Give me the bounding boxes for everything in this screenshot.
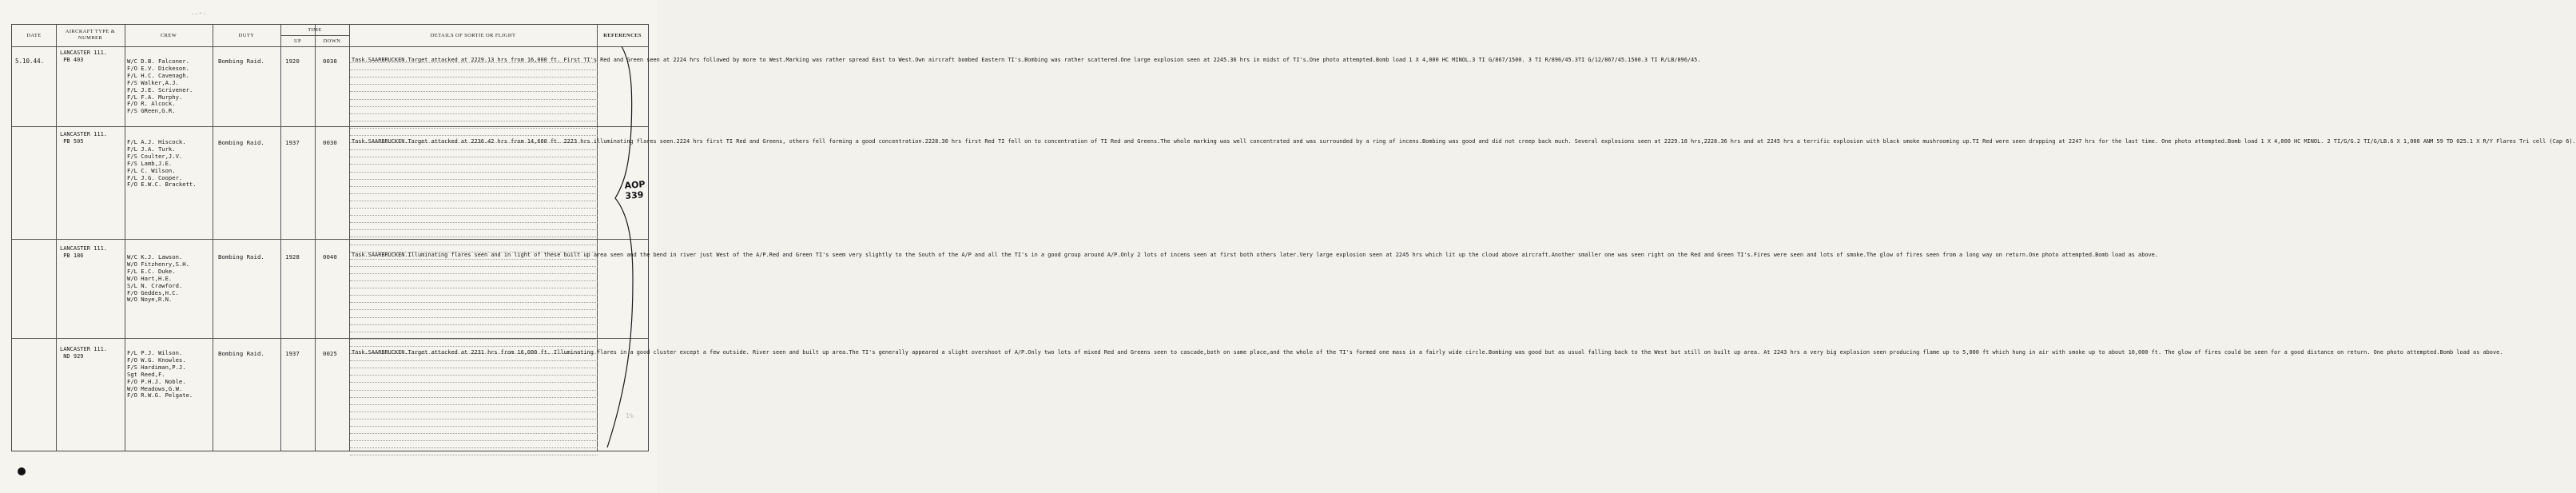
entry-aircraft: LANCASTER 111. ND 929 xyxy=(60,346,108,360)
entry-time-up: 1937 xyxy=(285,139,300,146)
entry-date: 5.10.44. xyxy=(15,58,45,65)
archive-stamp: · - ⁺ · xyxy=(192,11,206,18)
entry-duty: Bombing Raid. xyxy=(218,253,264,260)
header-aircraft: AIRCRAFT TYPE & NUMBER xyxy=(65,29,116,41)
entry-aircraft: LANCASTER 111. PB 403 xyxy=(60,50,108,63)
header-details: DETAILS OF SORTIE OR FLIGHT xyxy=(430,33,516,38)
entry-aircraft: LANCASTER 111. PB 186 xyxy=(60,245,108,259)
entry-time-down: 0025 xyxy=(323,350,337,357)
header-crew: CREW xyxy=(160,33,177,38)
entry-details: Task.SAARBRUCKEN.Illuminating flares seen and in light of these built up area seen and the bend in river just West of the A/P.Red and Green TI's seem very slightly to the South of the A/P and all the TI's in a good group around A/P.Only 2 lots of incens seen at first both others later.Very large explosion seen at 2245 hrs which lit up the cloud above aircraft.Another smaller one was seen right on the Red and Green TI's.Fires were seen and lots of smoke.The glow of fires seen from a long way on return.One photo attempted.Bomb load as above. xyxy=(352,252,2158,258)
entry-duty: Bombing Raid. xyxy=(218,139,264,146)
punch-hole xyxy=(18,467,26,475)
header-date: DATE xyxy=(26,33,42,38)
entry-time-up: 1928 xyxy=(285,253,300,260)
entry-details: Task.SAARBRUCKEN.Target attacked at 2229.13 hrs from 16,000 ft. First TI's Red and Green seen at 2224 hrs followed by more to West.Marking was rather spread East to West.Own aircraft bombed Eastern TI's.Bombing was rather scattered.One large explosion seen at 2245.36 hrs in midst of TI's.One photo attempted.Bomb load 1 X 4,000 HC MINOL.3 TI G/867/1500. 3 TI R/896/45.3TI G/12/867/45.1500.3 TI R/LB/896/45. xyxy=(352,57,1701,63)
header-time-down: DOWN xyxy=(323,38,341,44)
faint-mark: 1% xyxy=(626,412,634,419)
header-references: REFERENCES xyxy=(603,33,642,38)
entry-crew: W/C K.J. Lawson. W/O Fitzhenry,S.H. F/L E.C. Duke. W/O Hart,H.E. S/L N. Crawford. F/O Geddes,H.C. W/O Noye,R.N. xyxy=(127,253,189,304)
entry-time-up: 1937 xyxy=(285,350,300,357)
entry-crew: F/L A.J. Hiscock. F/L J.A. Turk. F/S Coulter,J.V. F/S Lamb,J.E. F/L C. Wilson. F/L J.G. Cooper. F/O E.W.C. Brackett. xyxy=(127,138,197,189)
margin-brace xyxy=(0,0,657,493)
entry-crew: W/C D.B. Falconer. F/O E.V. Dickeson. F/L H.C. Cavenagh. F/S Walker,A.J. F/L J.E. Scrivener. F/L F.A. Murphy. F/O R. Alcock. F/S GReen,G.R. xyxy=(127,58,193,115)
entry-time-down: 0040 xyxy=(323,253,337,260)
entry-time-down: 0030 xyxy=(323,139,337,146)
entry-duty: Bombing Raid. xyxy=(218,350,264,357)
entry-aircraft: LANCASTER 111. PB 505 xyxy=(60,131,108,145)
entry-time-up: 1920 xyxy=(285,58,300,65)
entry-time-down: 0038 xyxy=(323,58,337,65)
header-time: TIME xyxy=(308,27,322,33)
entry-details: Task.SAARBRUCKEN.Target attacked at 2231 hrs from 16,000 ft. Illuminating flares in a good cluster except a few outside. River seen and built up area.The TI's generally appeared a slight overshoot of A/P.Only two lots of mixed Red and Greens seen to cascade,both on same place,and the whole of the TI's formed one mass in a fairly wide circle.Bombing was good but as usual falling back to the West but still on built up area. At 2243 hrs a very big explosion seen producing flame up to 5,000 ft which hung in air with smoke up to about 10,000 ft. The glow of fires could be seen for a good distance on return. One photo attempted.Bomb load as above. xyxy=(352,349,2503,356)
header-duty: DUTY xyxy=(238,33,255,38)
entry-crew: F/L P.J. Wilson. F/O W.G. Knowles. F/S Hardiman,P.J. Sgt Reed,F. F/O P.H.J. Noble. W/O Meadows,G.W. F/O R.W.G. Pelgate. xyxy=(127,349,193,400)
header-time-up: UP xyxy=(293,38,302,44)
entry-duty: Bombing Raid. xyxy=(218,58,264,65)
brace-stroke xyxy=(607,46,633,447)
entry-details: Task.SAARBRUCKEN.Target attacked at 2236.42 hrs from 14,600 ft. 2223 hrs illuminating flares seen.2224 hrs first TI Red and Greens, others fell forming a good concentration.2228.30 hrs first Red TI fell on to concentration of TI Red and Greens.The whole marking was well concentrated and was surrounded by a ring of incens.Bombing was good and did not creep back much. Several explosions seen at 2229.18 hrs,2228.36 hrs and at 2245 hrs a terrific explosion with black smoke mushrooming up.TI Red were seen dropping at 2247 hrs for the last time. One photo attempted.Bomb load 1 X 4,000 HC MINOL. 2 TI/G/G.2 TI/G/LB.6 X 1,000 ANM 59 TD 025.1 X R/Y Flares Tri cell (Cap 6). xyxy=(352,138,2576,145)
margin-reference-note: AOP 339 xyxy=(624,179,646,201)
